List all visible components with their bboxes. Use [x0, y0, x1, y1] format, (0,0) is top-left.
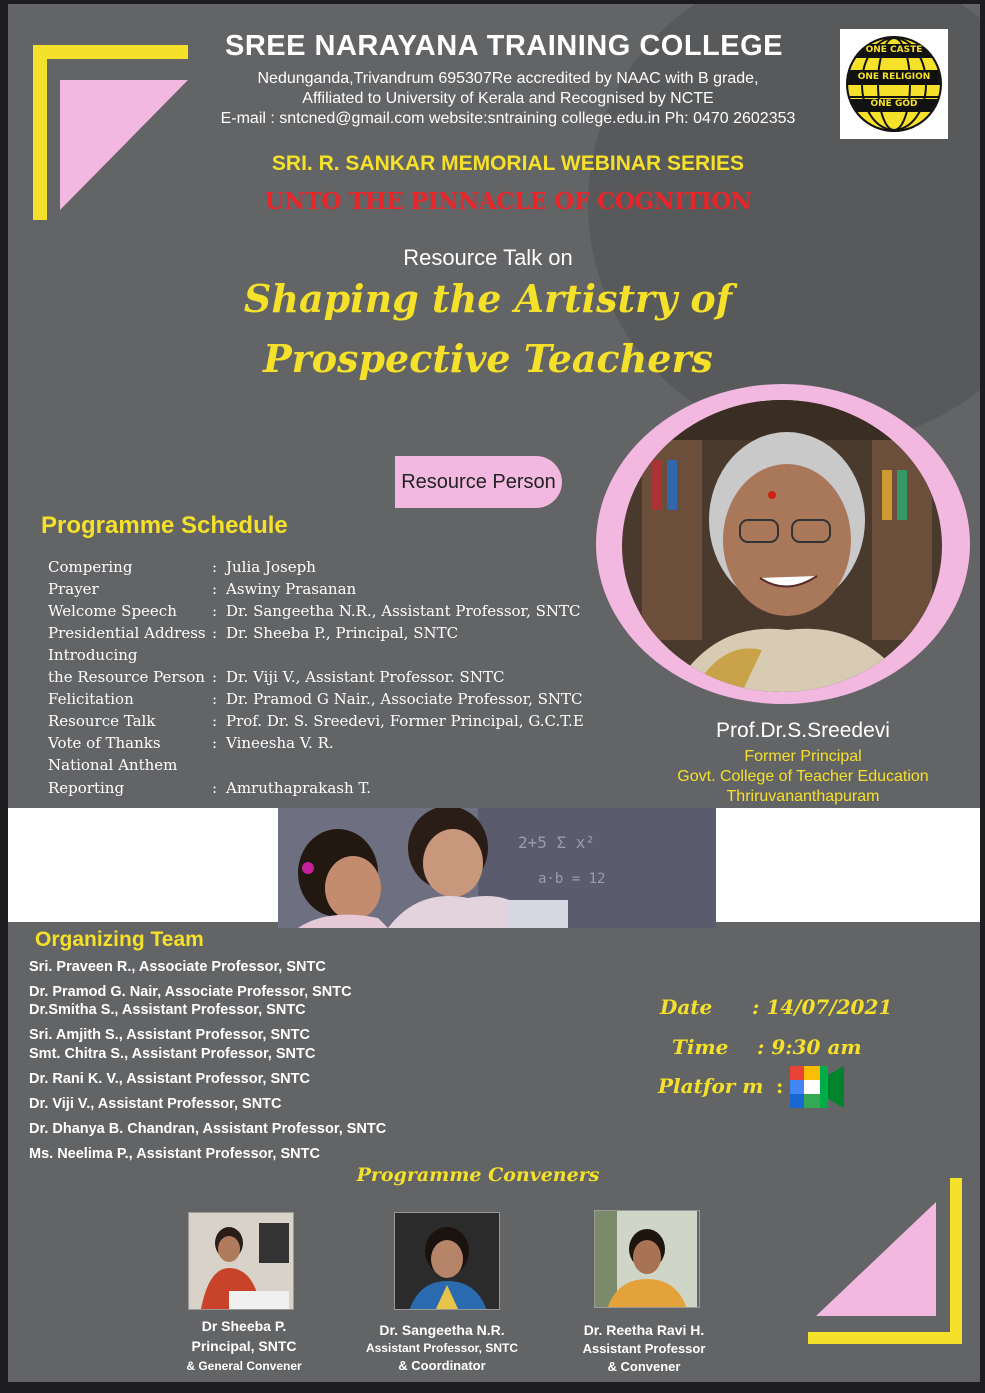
- webinar-series-name: SRI. R. SANKAR MEMORIAL WEBINAR SERIES: [271, 152, 745, 175]
- schedule-item: the Resource Person: [48, 668, 205, 686]
- convener-1-role: & General Convener: [186, 1359, 302, 1373]
- conveners-heading: Programme Conveners: [356, 1164, 600, 1186]
- organizing-team-member: Sri. Praveen R., Associate Professor, SNTC: [29, 959, 326, 975]
- organizing-team-member: Ms. Neelima P., Assistant Professor, SNTC: [29, 1146, 320, 1162]
- convener-2-title: Assistant Professor, SNTC: [365, 1341, 519, 1355]
- organizing-team-heading: Organizing Team: [35, 928, 204, 951]
- organizing-team-member: Sri. Amjith S., Assistant Professor, SNTC: [29, 1027, 310, 1043]
- schedule-item: National Anthem: [48, 756, 178, 774]
- schedule-row: [48, 712, 584, 730]
- resource-person-place: Thriruvananthapuram: [726, 788, 880, 805]
- svg-text:a·b = 12: a·b = 12: [538, 871, 606, 887]
- webinar-poster: [8, 4, 980, 1382]
- talk-title-line1: Shaping the Artistry of: [243, 276, 733, 321]
- organizing-team-member: Dr. Pramod G. Nair, Associate Professor, SNTC: [29, 984, 352, 1000]
- date-value: : 14/07/2021: [752, 995, 893, 1019]
- schedule-item: Compering: [48, 558, 133, 576]
- organizing-team-member: Dr.Smitha S., Assistant Professor, SNTC: [29, 1002, 306, 1018]
- resource-person-institution: Govt. College of Teacher Education: [677, 768, 929, 785]
- schedule-row: [48, 580, 356, 598]
- logo-text-caste: ONE CASTE: [865, 45, 923, 55]
- schedule-heading: Programme Schedule: [41, 512, 288, 539]
- schedule-row: [48, 602, 581, 620]
- resource-person-name: Prof.Dr.S.Sreedevi: [716, 719, 890, 742]
- organizing-team-member: Smt. Chitra S., Assistant Professor, SNTC: [29, 1046, 316, 1062]
- convener-photo-1: [188, 1212, 294, 1310]
- date-label: Date: [660, 995, 713, 1019]
- logo-text-god: ONE GOD: [870, 99, 918, 109]
- series-tagline: UNTO THE PINNACLE OF COGNITION: [264, 188, 752, 215]
- schedule-item: Introducing: [48, 646, 138, 664]
- schedule-item: Vote of Thanks: [48, 734, 161, 752]
- schedule-row: [48, 690, 583, 708]
- schedule-row: [48, 734, 334, 752]
- teacher-student-banner: [278, 808, 716, 928]
- convener-photo-2: [394, 1212, 500, 1310]
- talk-title-line2: Prospective Teachers: [263, 336, 713, 381]
- college-name: SREE NARAYANA TRAINING COLLEGE: [224, 30, 783, 62]
- college-logo: [840, 29, 948, 139]
- schedule-separator: :: [212, 734, 218, 752]
- schedule-item: Reporting: [48, 779, 125, 797]
- college-contact: E-mail : sntcned@gmail.com website:sntraining college.edu.in Ph: 0470 2602353: [220, 110, 796, 127]
- schedule-row: [48, 624, 458, 642]
- resource-person-role: Former Principal: [744, 748, 862, 765]
- time-label: Time: [672, 1035, 729, 1059]
- convener-1-name: Dr Sheeba P.: [201, 1318, 287, 1334]
- google-meet-icon: [790, 1066, 844, 1108]
- organizing-team-member: Dr. Dhanya B. Chandran, Assistant Professor, SNTC: [29, 1121, 387, 1137]
- schedule-person: Julia Joseph: [226, 558, 316, 576]
- platform-separator: :: [776, 1074, 784, 1098]
- schedule-separator: :: [212, 712, 218, 730]
- schedule-row: [48, 756, 226, 774]
- convener-3-role: & Convener: [607, 1359, 681, 1374]
- convener-2-role: & Coordinator: [398, 1358, 486, 1373]
- schedule-item: Resource Talk: [48, 712, 156, 730]
- schedule-item: Felicitation: [48, 690, 134, 708]
- convener-3-title: Assistant Professor: [582, 1341, 706, 1356]
- schedule-person: Vineesha V. R.: [226, 734, 334, 752]
- college-affiliation: Affiliated to University of Kerala and Recognised by NCTE: [302, 90, 714, 107]
- logo-text-religion: ONE RELIGION: [857, 72, 931, 82]
- convener-3-name: Dr. Reetha Ravi H.: [583, 1322, 705, 1338]
- schedule-row: [48, 646, 226, 664]
- convener-1-title: Principal, SNTC: [191, 1338, 297, 1354]
- schedule-item: Welcome Speech: [48, 602, 177, 620]
- corner-decoration-bottom-right: [808, 1174, 978, 1354]
- schedule-separator: :: [212, 558, 218, 576]
- schedule-separator: :: [212, 690, 218, 708]
- organizing-team-member: Dr. Viji V., Assistant Professor, SNTC: [29, 1096, 282, 1112]
- schedule-separator: :: [212, 580, 218, 598]
- time-value: : 9:30 am: [757, 1035, 862, 1059]
- schedule-row: [48, 668, 504, 686]
- schedule-separator: :: [212, 602, 218, 620]
- college-address: Nedunganda,Trivandrum 695307Re accredited by NAAC with B grade,: [257, 70, 759, 87]
- schedule-person: Dr. Pramod G Nair., Associate Professor, SNTC: [226, 690, 583, 708]
- talk-intro: Resource Talk on: [403, 245, 573, 270]
- schedule-item: Presidential Address: [48, 624, 206, 642]
- schedule-person: Dr. Sangeetha N.R., Assistant Professor, SNTC: [226, 602, 581, 620]
- schedule-separator: :: [212, 668, 218, 686]
- convener-photo-3: [594, 1210, 700, 1308]
- svg-text:2+5 Σ x²: 2+5 Σ x²: [518, 833, 596, 852]
- schedule-person: Amruthaprakash T.: [226, 779, 371, 797]
- schedule-row: [48, 558, 316, 576]
- convener-2-name: Dr. Sangeetha N.R.: [379, 1322, 505, 1338]
- schedule-person: Dr. Sheeba P., Principal, SNTC: [226, 624, 459, 642]
- schedule-row: [48, 779, 371, 797]
- schedule-person: Dr. Viji V., Assistant Professor. SNTC: [226, 668, 505, 686]
- resource-person-photo: [622, 400, 942, 692]
- schedule-separator: :: [212, 624, 218, 642]
- schedule-person: Aswiny Prasanan: [226, 580, 357, 598]
- schedule-separator: :: [212, 779, 218, 797]
- platform-label: Platfor m: [658, 1074, 764, 1098]
- resource-person-badge: Resource Person: [395, 456, 562, 508]
- schedule-item: Prayer: [48, 580, 99, 598]
- schedule-person: Prof. Dr. S. Sreedevi, Former Principal, G.C.T.E: [226, 712, 584, 730]
- organizing-team-member: Dr. Rani K. V., Assistant Professor, SNTC: [29, 1071, 310, 1087]
